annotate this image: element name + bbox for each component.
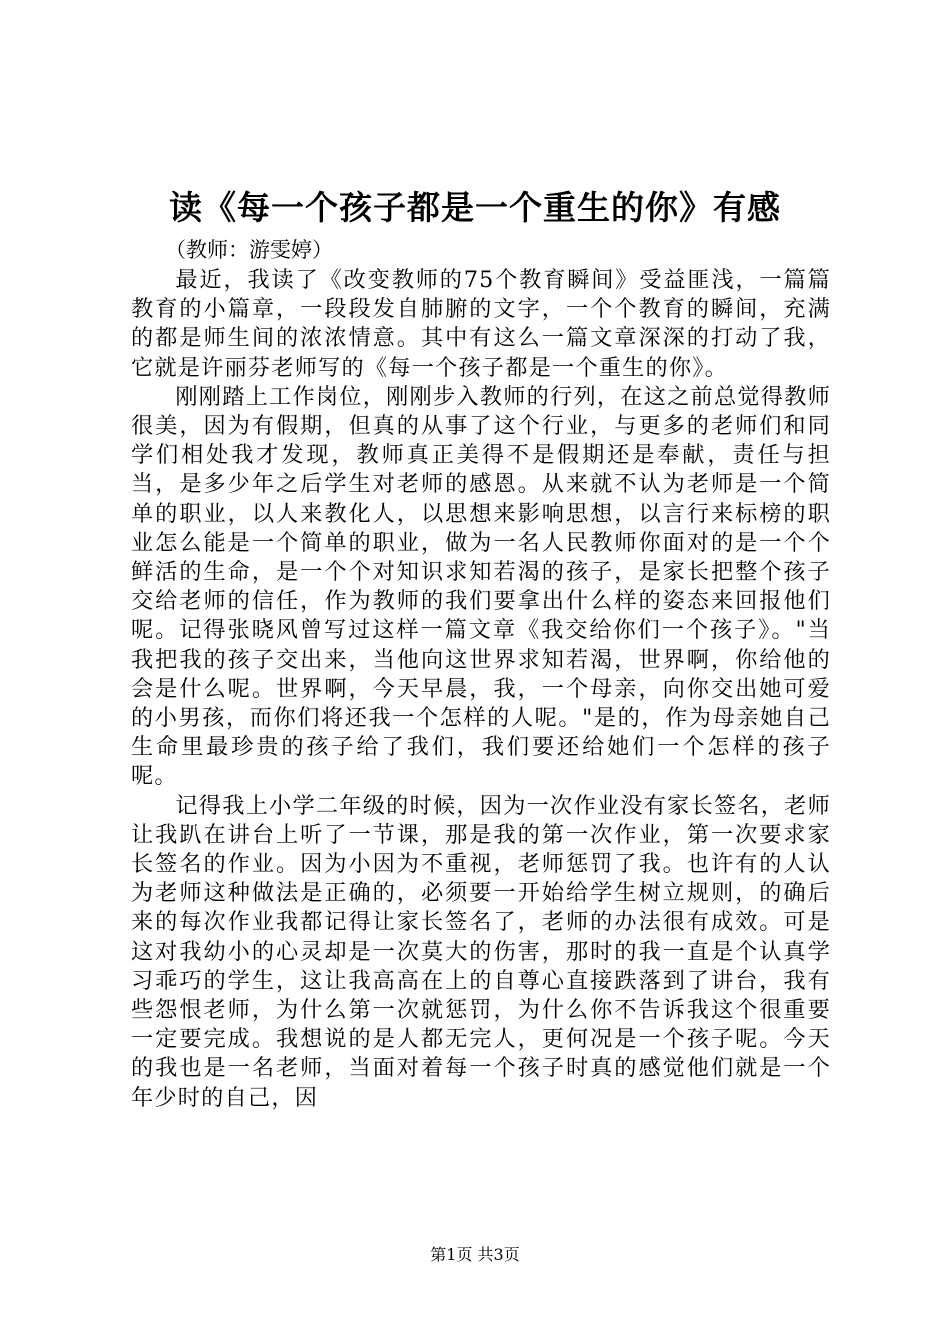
paragraph: 记得我上小学二年级的时候，因为一次作业没有家长签名，老师让我趴在讲台上听了一节课，那是我的第一次作业，第一次要求家长签名的作业。因为小因为不重视，老师惩罚了我。也许有的人认为老师这种做法是正确的，必须要一开始给学生树立规则，的确后来的每次作业我都记得让家长签名了，老师的办法很有成效。可是这对我幼小的心灵却是一次莫大的伤害，那时的我一直是个认真学习乖巧的学生，这让我高高在上的自尊心直接跌落到了讲台，我有些怨恨老师，为什么第一次就惩罚，为什么你不告诉我这个很重要一定要完成。我想说的是人都无完人，更何况是一个孩子呢。今天的我也是一名老师，当面对着每一个孩子时真的感觉他们就是一个年少时的自己，因 xyxy=(131,792,831,1111)
paragraph: 最近，我读了《改变教师的75个教育瞬间》受益匪浅，一篇篇教育的小篇章，一段段发自肺腑的文字，一个个教育的瞬间，充满的都是师生间的浓浓情意。其中有这么一篇文章深深的打动了我，它就是许丽芬老师写的《每一个孩子都是一个重生的你》。 xyxy=(131,267,831,381)
author-line: （教师：游雯婷） xyxy=(165,238,333,262)
paragraph: 刚刚踏上工作岗位，刚刚步入教师的行列，在这之前总觉得教师很美，因为有假期，但真的从事了这个行业，与更多的老师们和同学们相处我才发现，教师真正美得不是假期还是奉献，责任与担当，是多少年之后学生对老师的感恩。从来就不认为老师是一个简单的职业，以人来教化人，以思想来影响思想，以言行来标榜的职业怎么能是一个简单的职业，做为一名人民教师你面对的是一个个鲜活的生命，是一个个对知识求知若渴的孩子，是家长把整个孩子交给老师的信任，作为教师的我们要拿出什么样的姿态来回报他们呢。记得张晓风曾写过这样一篇文章《我交给你们一个孩子》。"当我把我的孩子交出来，当他向这世界求知若渴，世界啊，你给他的会是什么呢。世界啊，今天早晨，我，一个母亲，向你交出她可爱的小男孩，而你们将还我一个怎样的人呢。"是的，作为母亲她自己生命里最珍贵的孩子给了我们，我们要还给她们一个怎样的孩子呢。 xyxy=(131,383,831,790)
page-number-footer: 第1页 共3页 xyxy=(430,1245,520,1264)
document-body xyxy=(131,266,831,1113)
document-title: 读《每一个孩子都是一个重生的你》有感 xyxy=(169,188,781,227)
